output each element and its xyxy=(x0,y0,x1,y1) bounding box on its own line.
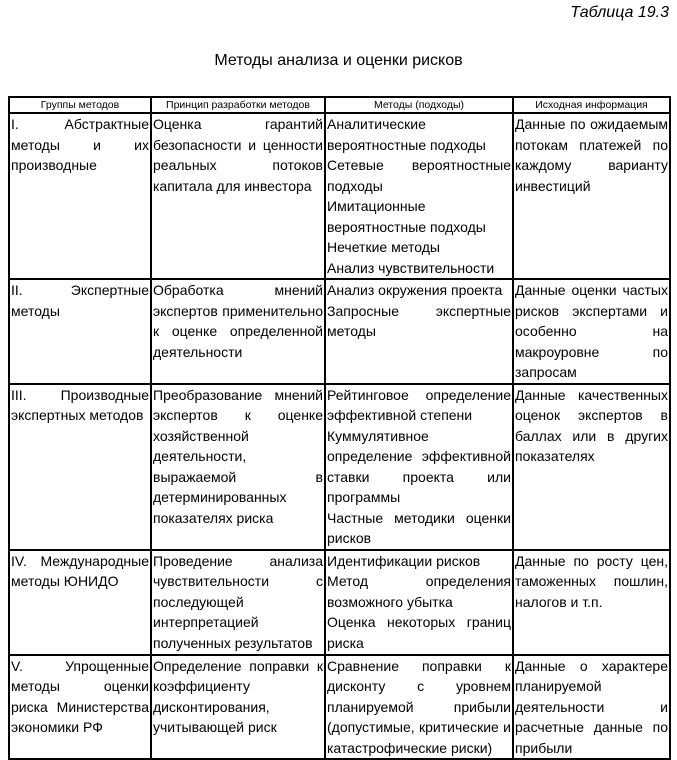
method-item: Аналитические вероятностные подходы xyxy=(327,116,486,153)
cell-methods xyxy=(325,279,513,384)
method-item: Идентификации рисков xyxy=(327,552,481,569)
method-item: Нечеткие методы xyxy=(327,239,440,255)
method-item: Рейтинговое определение эффективной степени xyxy=(327,386,511,423)
column-header-methods: Методы (подходы) xyxy=(325,97,513,113)
table-number: Таблица 19.3 xyxy=(570,4,669,21)
method-item: Куммулятивное определение эффективной ставки проекта или программы xyxy=(327,427,511,505)
cell-info: Данные о характере планируемой деятельности и расчетные данные по прибыли xyxy=(513,655,670,760)
risk-methods-table xyxy=(8,96,671,760)
cell-group: V. Упрощенные методы оценки риска Министерства экономики РФ xyxy=(9,655,151,760)
cell-group: I. Абстрактные методы и их производные xyxy=(9,113,151,279)
column-header-info: Исходная информация xyxy=(513,97,670,113)
method-item: Оценка некоторых границ риска xyxy=(327,614,511,651)
method-item: Запросные экспертные методы xyxy=(327,302,511,339)
cell-info: Данные по росту цен, таможенных пошлин, налогов и т.п. xyxy=(513,550,670,655)
cell-methods xyxy=(325,550,513,655)
cell-info: Данные качественных оценок экспертов в баллах или в других показателях xyxy=(513,384,670,550)
column-header-groups: Группы методов xyxy=(9,97,151,113)
method-item: Имитационные вероятностные подходы xyxy=(327,198,486,235)
table-row xyxy=(9,113,670,279)
cell-info: Данные оценки частых рисков экспертами и особенно на макроуровне по запросам xyxy=(513,279,670,384)
table-row xyxy=(9,279,670,384)
cell-info: Данные по ожидаемым потокам платежей по каждому варианту инвестиций xyxy=(513,113,670,279)
cell-methods xyxy=(325,113,513,279)
method-item: Анализ чувствительности xyxy=(327,259,495,276)
method-item: Сетевые вероятностные подходы xyxy=(327,157,511,194)
cell-principle: Проведение анализа чувствительности с последующей интерпретацией полученных результатов xyxy=(151,550,325,655)
cell-methods xyxy=(325,384,513,550)
column-header-principle: Принцип разработки методов xyxy=(151,97,325,113)
cell-principle: Обработка мнений экспертов применительно к оценке определенной деятельности xyxy=(151,279,325,384)
cell-group: IV. Международные методы ЮНИДО xyxy=(9,550,151,655)
cell-principle: Преобразование мнений экспертов к оценке хозяйственной деятельности, выражаемой в детерминированных показателях риска xyxy=(151,384,325,550)
cell-principle: Определение поправки к коэффициенту дисконтирования, учитывающей риск xyxy=(151,655,325,760)
cell-group: II. Экспертные методы xyxy=(9,279,151,384)
table-row xyxy=(9,550,670,655)
table-row xyxy=(9,384,670,550)
method-item: Анализ окружения проекта xyxy=(327,282,503,298)
table-row xyxy=(9,655,670,760)
cell-group: III. Производные экспертных методов xyxy=(9,384,151,550)
method-item: Метод определения возможного убытка xyxy=(327,573,511,610)
cell-methods xyxy=(325,655,513,760)
method-item: Частные методики оценки рисков xyxy=(327,509,511,546)
method-item: Сравнение поправки к дисконту с уровнем планируемой прибыли (допустимые, критические и катастрофические риски) xyxy=(327,657,511,756)
table-title: Методы анализа и оценки рисков xyxy=(214,52,463,69)
header-row xyxy=(9,97,670,113)
cell-principle: Оценка гарантий безопасности и ценности реальных потоков капитала для инвестора xyxy=(151,113,325,279)
